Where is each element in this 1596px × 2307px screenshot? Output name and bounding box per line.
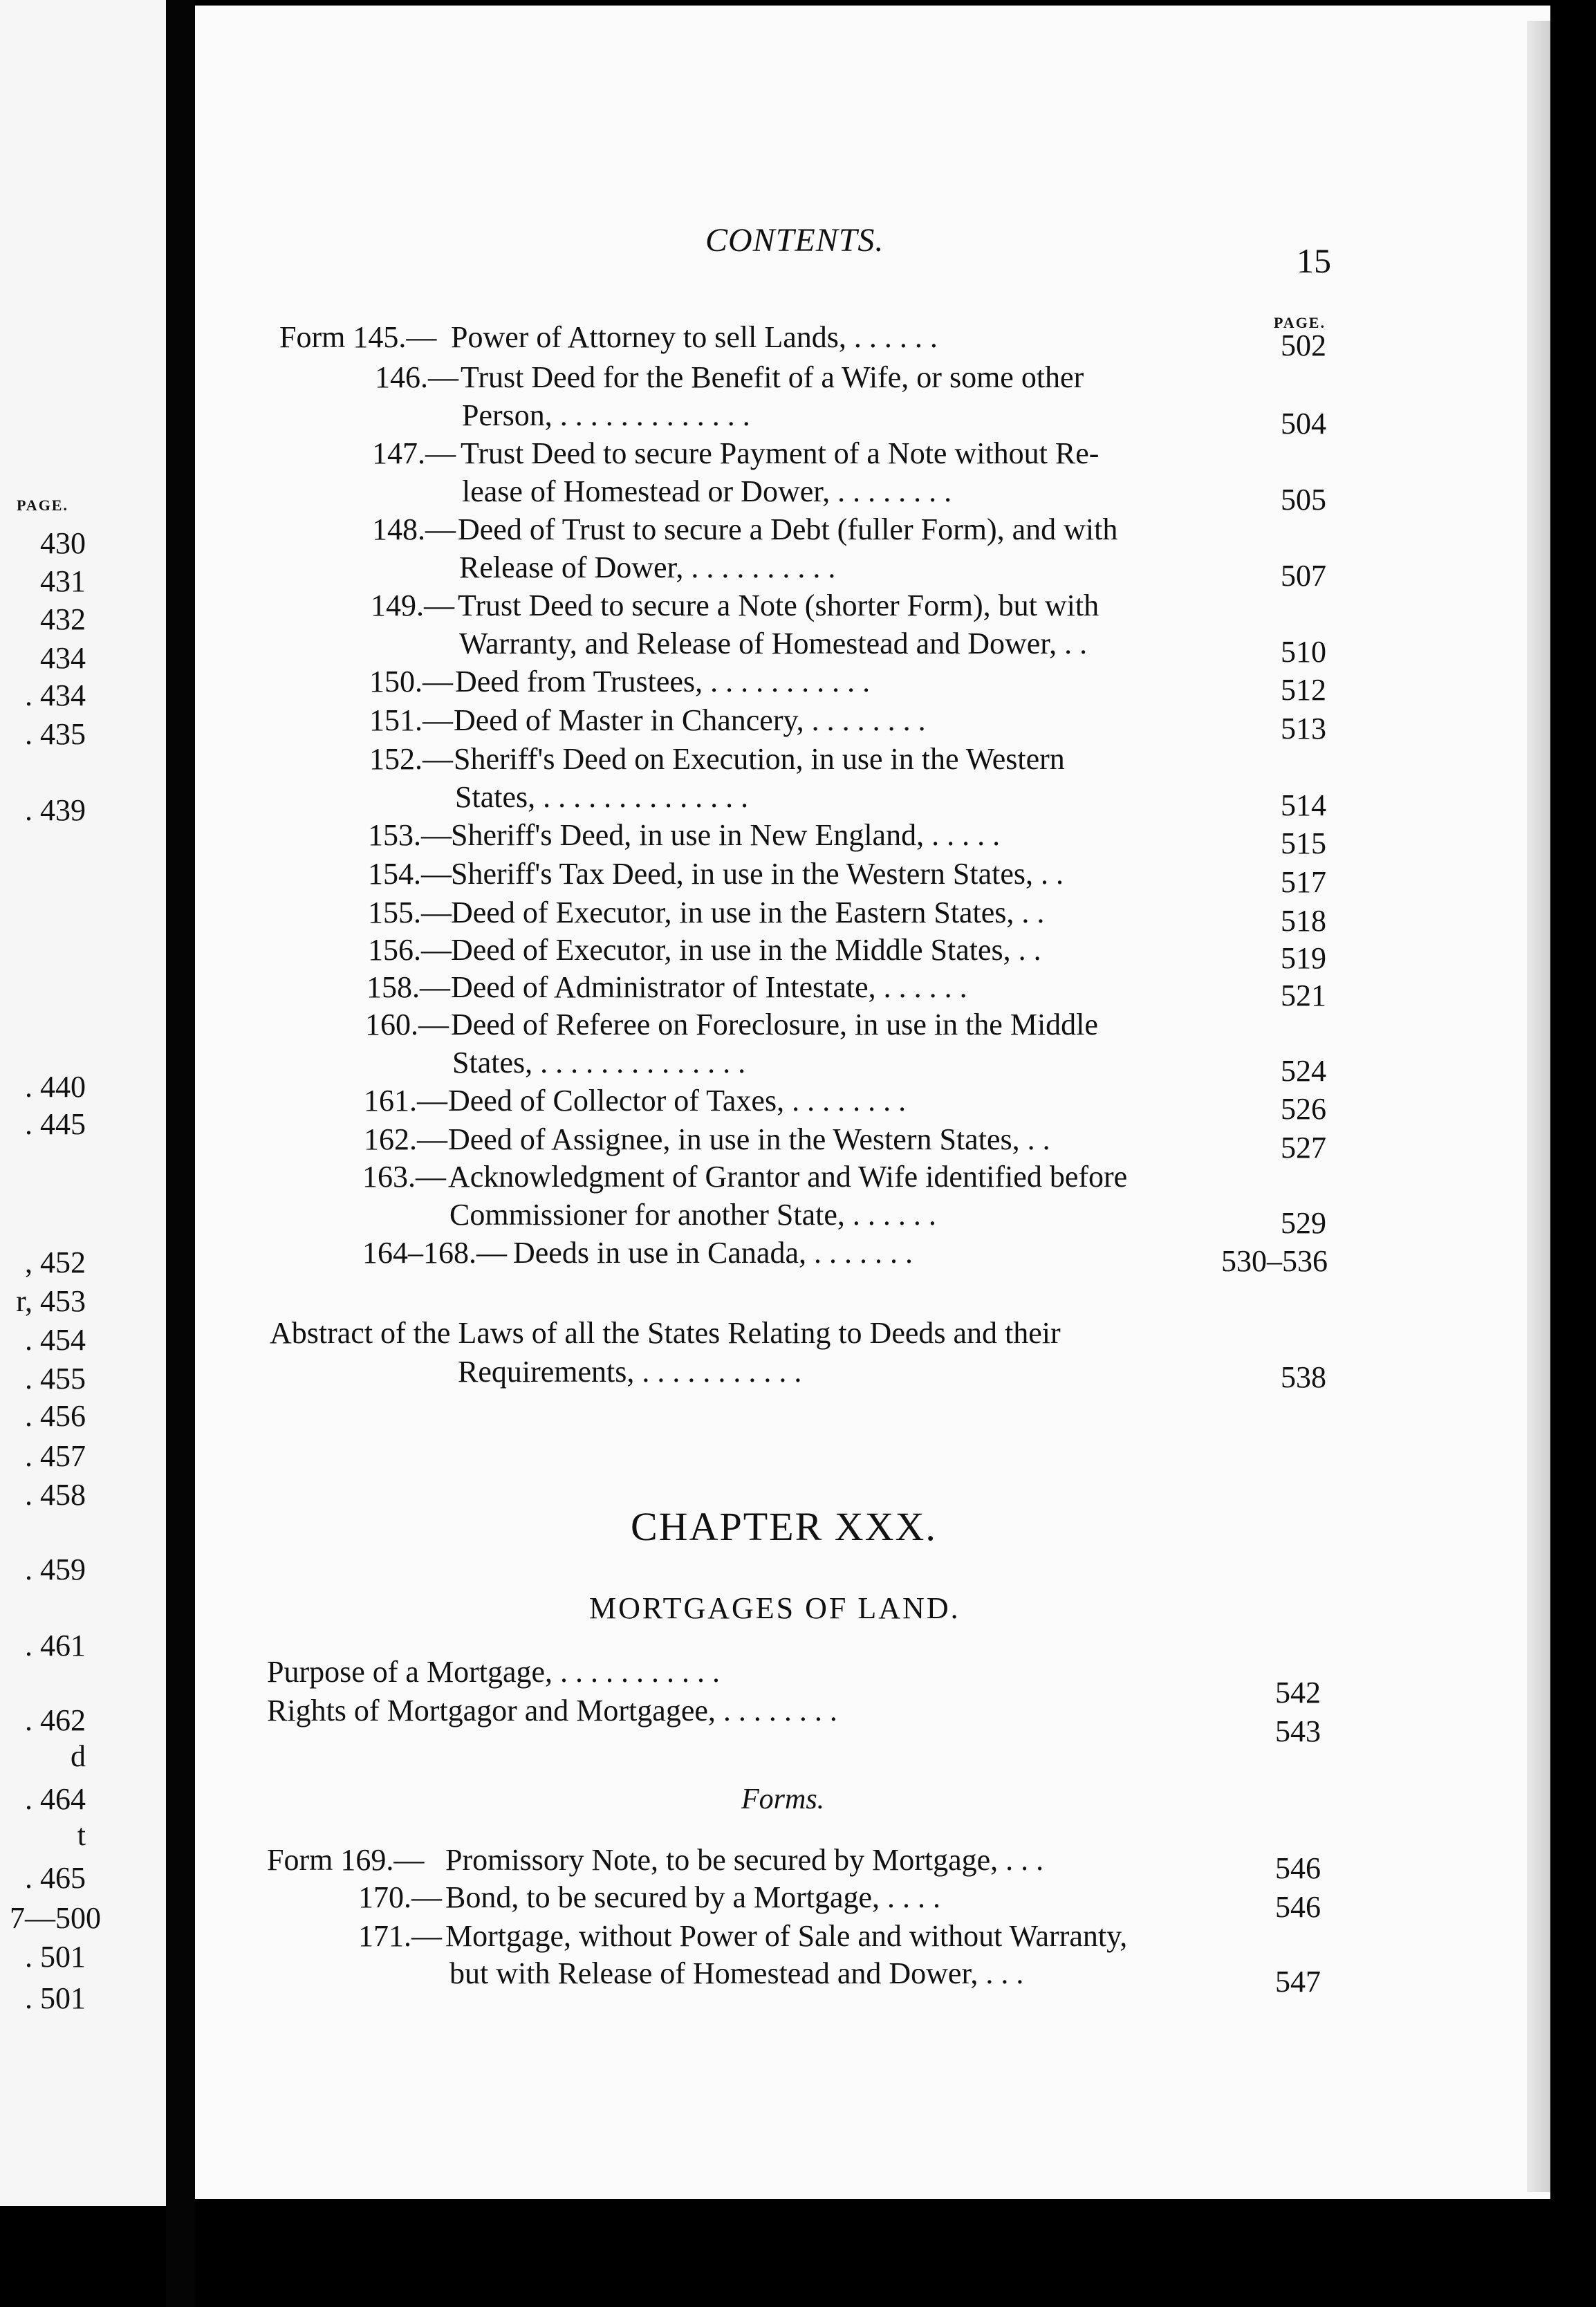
entry-title-line: Deed of Master in Chancery, . . . . . . . . — [454, 703, 926, 737]
entry-title-line: Deed of Referee on Foreclosure, in use in the Middle — [451, 1008, 1098, 1041]
form-number: 160.— — [365, 1008, 449, 1041]
facing-page-number: . 462 — [25, 1703, 86, 1737]
facing-page-number: . 435 — [25, 717, 86, 751]
entry-page-number: 529 — [1281, 1206, 1326, 1240]
form-title-line: but with Release of Homestead and Dower, . . . — [449, 1956, 1024, 1990]
facing-page-number: 434 — [40, 641, 86, 675]
facing-page-number: . 501 — [25, 1940, 86, 1974]
entry-page-number: 526 — [1281, 1092, 1326, 1126]
facing-page-number: . 464 — [25, 1782, 86, 1816]
form-number: 164–168.— — [362, 1236, 507, 1270]
entry-title-line: Sheriff's Deed on Execution, in use in the Western — [454, 742, 1065, 776]
facing-page-number: . 454 — [25, 1323, 86, 1357]
entry-title-line: Person, . . . . . . . . . . . . . — [462, 398, 750, 432]
facing-page-number: . 439 — [25, 793, 86, 827]
facing-page-number: . 457 — [25, 1439, 86, 1473]
form-title-line: Bond, to be secured by a Mortgage, . . . . — [445, 1880, 941, 1914]
facing-page-number: d — [71, 1739, 86, 1773]
form-number: 150.— — [369, 665, 453, 698]
entry-title-line: States, . . . . . . . . . . . . . . — [452, 1046, 746, 1080]
entry-page-number: 502 — [1281, 328, 1326, 362]
form-number: 158.— — [366, 970, 450, 1004]
entry-page-number: 510 — [1281, 635, 1326, 669]
facing-page-number: 431 — [40, 564, 86, 598]
running-title: CONTENTS. — [705, 222, 884, 259]
entry-title-line: States, . . . . . . . . . . . . . . — [455, 780, 749, 814]
form-page: 546 — [1275, 1851, 1321, 1885]
facing-page-number: , 452 — [25, 1245, 86, 1279]
entry-page-number: 518 — [1281, 904, 1326, 938]
page-edge-shadow — [1527, 21, 1550, 2192]
entry-title-line: Deed of Executor, in use in the Middle States, . . — [451, 933, 1041, 967]
entry-title-line: Power of Attorney to sell Lands, . . . . . . — [451, 320, 938, 354]
forms-heading: Forms. — [741, 1783, 825, 1815]
facing-page-number: r, 453 — [16, 1284, 86, 1318]
form-number: 151.— — [369, 703, 453, 737]
form-number: 170.— — [358, 1880, 442, 1914]
form-number: 146.— — [375, 360, 458, 394]
facing-page-number: . 456 — [25, 1399, 86, 1433]
entry-page-number: 515 — [1281, 826, 1326, 860]
chapter-item-text: Rights of Mortgagor and Mortgagee, . . . . . . . . — [267, 1694, 837, 1727]
entry-title-line: Deed of Collector of Taxes, . . . . . . . . — [448, 1084, 907, 1118]
form-number: 148.— — [372, 512, 456, 546]
form-number: 152.— — [369, 742, 453, 776]
form-number: Form 169.— — [267, 1843, 425, 1877]
facing-page-number: . 458 — [25, 1478, 86, 1512]
facing-page-number: . 440 — [25, 1070, 86, 1104]
entry-title-line: Deeds in use in Canada, . . . . . . . — [513, 1236, 913, 1270]
form-number: 149.— — [371, 589, 454, 622]
entry-page-number: 519 — [1281, 941, 1326, 975]
facing-page-number: . 455 — [25, 1362, 86, 1396]
abstract-page: 538 — [1281, 1360, 1326, 1394]
entry-title-line: Warranty, and Release of Homestead and Dower, . . — [459, 627, 1088, 660]
form-title-line: Promissory Note, to be secured by Mortgage, . . . — [445, 1843, 1044, 1877]
entry-title-line: lease of Homestead or Dower, . . . . . . . . — [462, 474, 952, 508]
form-number: 162.— — [364, 1122, 447, 1156]
form-number: 163.— — [362, 1160, 446, 1194]
facing-page-number: t — [77, 1818, 86, 1852]
form-number: 161.— — [364, 1084, 447, 1118]
facing-page-number: 432 — [40, 602, 86, 636]
entry-page-number: 504 — [1281, 407, 1326, 441]
entry-page-number: 507 — [1281, 559, 1326, 593]
book-gutter — [166, 0, 195, 2307]
facing-page-number: . 465 — [25, 1861, 86, 1895]
form-number: 155.— — [368, 896, 452, 929]
entry-title-line: Deed of Administrator of Intestate, . . . . . . — [451, 970, 967, 1004]
entry-page-number: 521 — [1281, 979, 1326, 1012]
entry-page-number: 524 — [1281, 1054, 1326, 1088]
chapter-item-page: 542 — [1275, 1676, 1321, 1710]
abstract-line-2: Requirements, . . . . . . . . . . . — [458, 1355, 802, 1389]
facing-page-number: . 434 — [25, 678, 86, 712]
facing-page-number: 7—500 — [10, 1901, 101, 1935]
page-number: 15 — [1297, 241, 1331, 280]
entry-title-line: Deed of Assignee, in use in the Western States, . . — [448, 1122, 1050, 1156]
form-number: 171.— — [358, 1919, 442, 1953]
page-column-label: PAGE. — [1274, 314, 1326, 331]
entry-title-line: Sheriff's Tax Deed, in use in the Western States, . . — [451, 857, 1064, 891]
entry-title-line: Sheriff's Deed, in use in New England, . . . . . — [451, 818, 1001, 852]
section-title: MORTGAGES OF LAND. — [589, 1591, 961, 1625]
entry-page-number: 517 — [1281, 865, 1326, 899]
form-page: 547 — [1275, 1965, 1321, 1999]
entry-page-number: 512 — [1281, 673, 1326, 707]
form-number: Form 145.— — [279, 320, 437, 354]
facing-page-number: . 445 — [25, 1107, 86, 1141]
entry-title-line: Commissioner for another State, . . . . . . — [449, 1198, 936, 1232]
form-number: 154.— — [368, 857, 452, 891]
chapter-title: CHAPTER XXX. — [631, 1504, 937, 1549]
form-number: 147.— — [372, 436, 456, 470]
entry-title-line: Release of Dower, . . . . . . . . . . — [459, 550, 836, 584]
entry-title-line: Deed of Trust to secure a Debt (fuller Form), and with — [458, 512, 1118, 546]
form-number: 156.— — [368, 933, 452, 967]
entry-page-number: 505 — [1281, 483, 1326, 517]
entry-page-number: 513 — [1281, 712, 1326, 745]
entry-title-line: Trust Deed to secure a Note (shorter Form), but with — [458, 589, 1099, 622]
facing-page-number: . 501 — [25, 1981, 86, 2015]
facing-page-number: . 459 — [25, 1553, 86, 1586]
entry-title-line: Deed of Executor, in use in the Eastern States, . . — [451, 896, 1045, 929]
form-number: 153.— — [368, 818, 452, 852]
facing-page-number: 430 — [40, 526, 86, 560]
entry-page-number: 527 — [1281, 1131, 1326, 1165]
entry-page-number: 530–536 — [1221, 1244, 1328, 1278]
form-page: 546 — [1275, 1890, 1321, 1924]
chapter-item-text: Purpose of a Mortgage, . . . . . . . . . . . — [267, 1655, 721, 1689]
chapter-item-page: 543 — [1275, 1714, 1321, 1748]
entry-page-number: 514 — [1281, 788, 1326, 822]
form-title-line: Mortgage, without Power of Sale and without Warranty, — [445, 1919, 1128, 1953]
abstract-line-1: Abstract of the Laws of all the States Relating to Deeds and their — [270, 1316, 1061, 1350]
entry-title-line: Acknowledgment of Grantor and Wife identified before — [448, 1160, 1128, 1194]
entry-title-line: Deed from Trustees, . . . . . . . . . . . — [455, 665, 871, 698]
entry-title-line: Trust Deed to secure Payment of a Note without Re- — [461, 436, 1099, 470]
facing-page-header: PAGE. — [17, 497, 68, 514]
entry-title-line: Trust Deed for the Benefit of a Wife, or some other — [461, 360, 1084, 394]
facing-page-number: . 461 — [25, 1629, 86, 1662]
